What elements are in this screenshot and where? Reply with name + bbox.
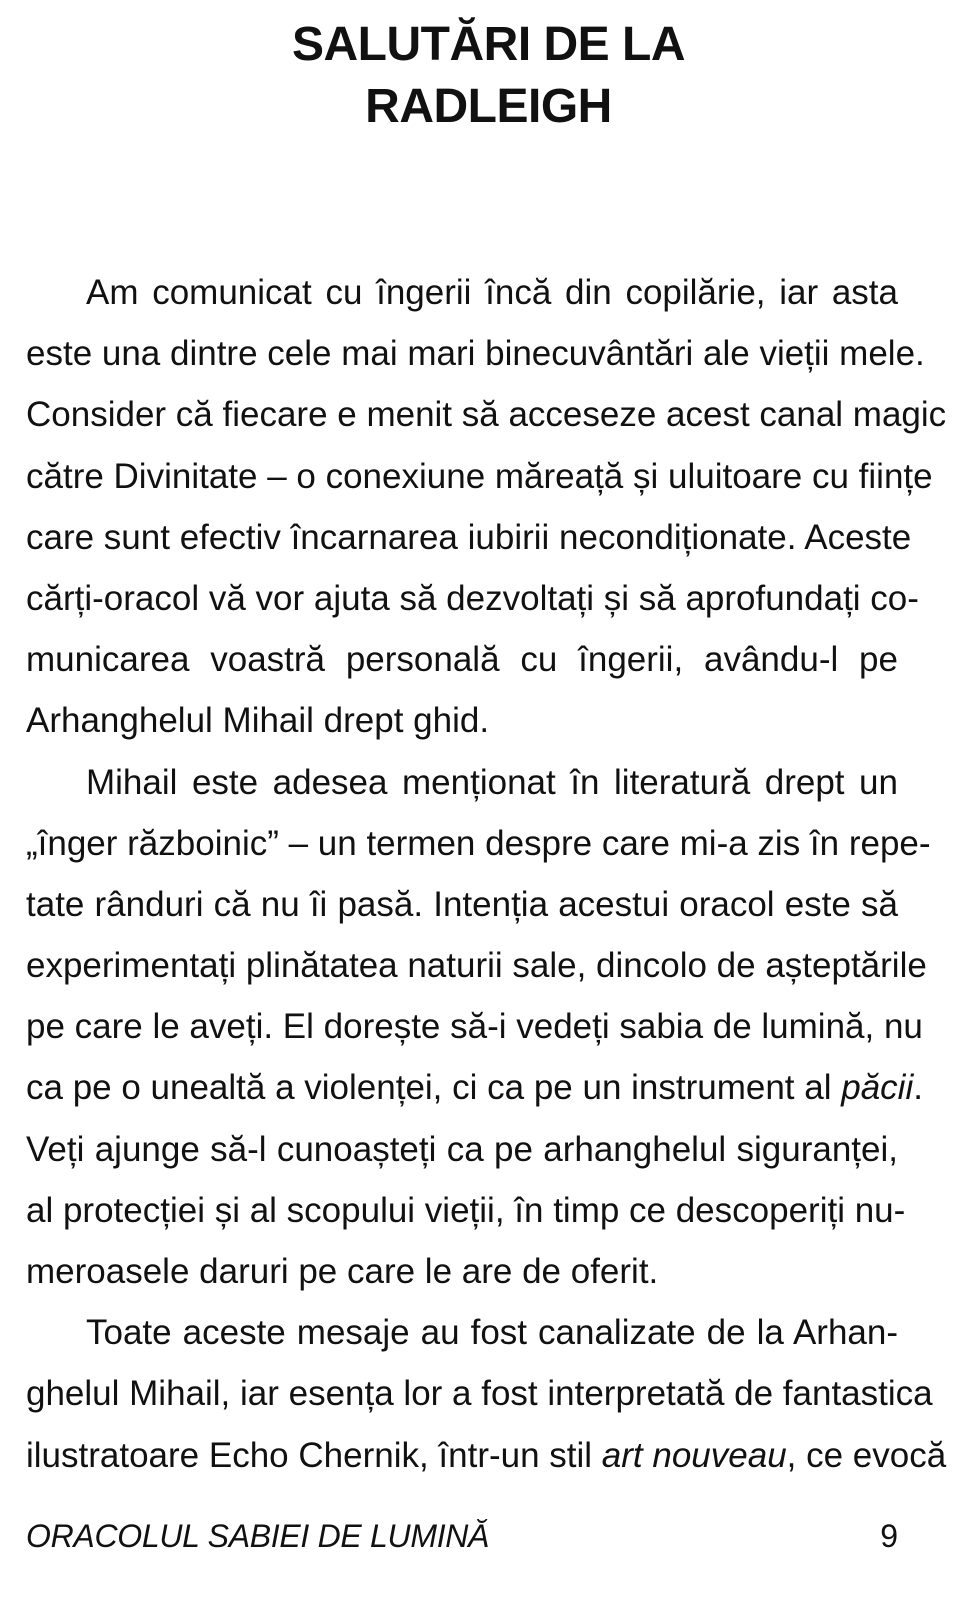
title-line-2: RADLEIGH: [365, 80, 612, 133]
paragraph-1-line: municarea voastră personală cu îngerii, avându-l pe: [26, 640, 898, 680]
running-footer-title: ORACOLUL SABIEI DE LUMINĂ: [26, 1518, 490, 1554]
paragraph-3-line: Toate aceste mesaje au fost canalizate de la Arhan-: [86, 1313, 898, 1353]
paragraph-2-line: al protecției și al scopului vieții, în timp ce descoperiți nu-: [26, 1190, 906, 1230]
paragraph-3-line-with-italic: [26, 1425, 947, 1486]
paragraph-1-line: Arhanghelul Mihail drept ghid.: [26, 701, 490, 741]
paragraph-1-line: cărți-oracol vă vor ajuta să dezvoltați și să aprofundați co-: [26, 578, 919, 618]
paragraph-3-text-end: , ce evocă: [786, 1435, 947, 1475]
paragraph-2-line: „înger războinic” – un termen despre care mi-a zis în repe-: [26, 823, 931, 863]
page-title: [0, 14, 977, 138]
paragraph-2-line: pe care le aveți. El dorește să-i vedeți sabia de lumină, nu: [26, 1007, 923, 1047]
italic-phrase: art nouveau: [601, 1435, 787, 1475]
paragraph-2-line-with-italic: [26, 1057, 923, 1118]
page-footer: [26, 1511, 898, 1561]
paragraph-3-text: ilustratoare Echo Chernik, într-un stil: [26, 1435, 602, 1475]
paragraph-2-text: ca pe o unealtă a violenței, ci ca pe un instrument al: [26, 1068, 842, 1108]
paragraph-2-line: meroasele daruri pe care le are de oferit.: [26, 1252, 659, 1291]
paragraph-1-line: care sunt efectiv încarnarea iubirii necondiționate. Aceste: [26, 517, 912, 557]
paragraph-2-line: experimentați plinătatea naturii sale, dincolo de așteptările: [26, 946, 927, 986]
paragraph-2-line: Veți ajunge să-l cunoașteți ca pe arhanghelul siguranței,: [26, 1129, 898, 1169]
body-text: [26, 262, 947, 1486]
title-line-1: SALUTĂRI DE LA: [292, 18, 685, 71]
paragraph-1-line: Consider că fiecare e menit să acceseze acest canal magic: [26, 395, 947, 435]
paragraph-1-line: este una dintre cele mai mari binecuvântări ale vieții mele.: [26, 334, 925, 374]
paragraph-2-line: Mihail este adesea menționat în literatură drept un: [86, 762, 898, 802]
page-number: 9: [880, 1518, 898, 1554]
paragraph-2-line: tate rânduri că nu îi pasă. Intenția acestui oracol este să: [26, 884, 898, 924]
italic-word: păcii: [841, 1068, 914, 1108]
paragraph-1-line: către Divinitate – o conexiune măreață și uluitoare cu ființe: [26, 456, 933, 496]
sentence-end: .: [913, 1068, 923, 1108]
paragraph-3-line: ghelul Mihail, iar esența lor a fost interpretată de fantastica: [26, 1374, 933, 1414]
paragraph-1-line: Am comunicat cu îngerii încă din copilărie, iar asta: [86, 273, 898, 312]
